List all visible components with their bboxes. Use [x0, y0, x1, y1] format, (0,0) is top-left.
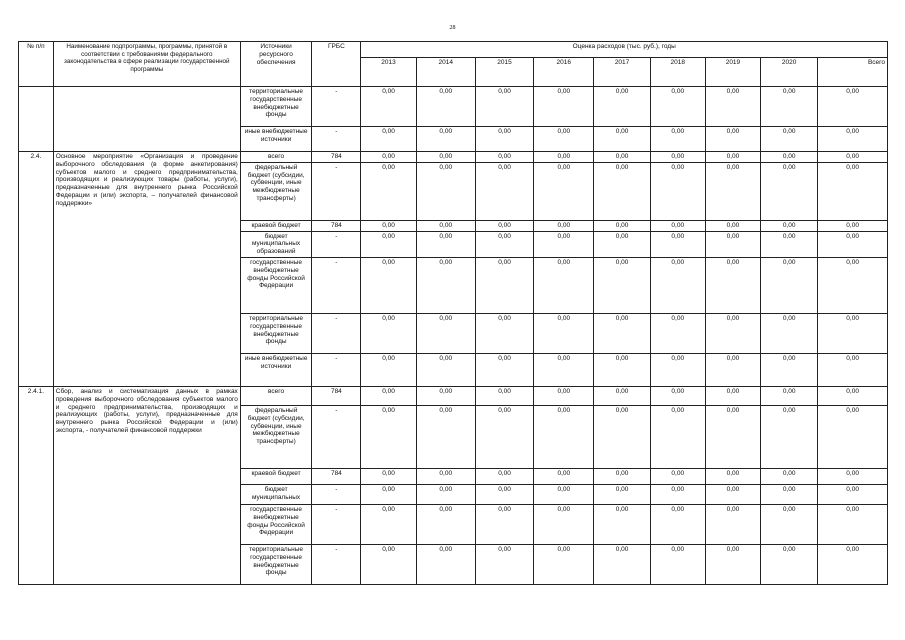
total-value: 0,00 — [818, 504, 888, 544]
year-value: 0,00 — [534, 152, 594, 163]
year-value: 0,00 — [650, 504, 705, 544]
funding-source: бюджет муниципальных образований — [240, 231, 312, 257]
year-value: 0,00 — [475, 152, 533, 163]
year-value: 0,00 — [534, 313, 594, 353]
activity-name: Сбор, анализ и систематизация данных в рамках проведения выборочного обследования субъектов малого и среднего предпринимательства, производящих и реализующих (работы, услуги), предназначенные для внутреннего рынка Российской Федерации и (или) экспорта, - получателей финансовой поддержки — [53, 386, 240, 584]
header-year: 2020 — [761, 58, 818, 87]
year-value: 0,00 — [705, 353, 760, 386]
year-value: 0,00 — [475, 484, 533, 504]
year-value: 0,00 — [475, 353, 533, 386]
year-value: 0,00 — [705, 468, 760, 484]
year-value: 0,00 — [475, 544, 533, 584]
year-value: 0,00 — [650, 87, 705, 127]
year-value: 0,00 — [594, 468, 650, 484]
funding-source: иные внебюджетные источники — [240, 127, 312, 152]
header-total: Всего — [818, 58, 888, 87]
year-value: 0,00 — [761, 162, 818, 220]
header-estimate: Оценка расходов (тыс. руб.), годы — [361, 42, 888, 58]
header-year: 2019 — [705, 58, 760, 87]
total-value: 0,00 — [818, 405, 888, 468]
year-value: 0,00 — [761, 231, 818, 257]
year-value: 0,00 — [416, 257, 475, 313]
year-value: 0,00 — [534, 484, 594, 504]
row-number — [19, 87, 54, 152]
header-num: № п/п — [19, 42, 54, 87]
year-value: 0,00 — [361, 484, 416, 504]
year-value: 0,00 — [475, 386, 533, 405]
year-value: 0,00 — [534, 468, 594, 484]
year-value: 0,00 — [475, 504, 533, 544]
row-number: 2.4. — [19, 152, 54, 387]
year-value: 0,00 — [705, 405, 760, 468]
grbs-code: - — [312, 87, 361, 127]
year-value: 0,00 — [650, 405, 705, 468]
header-year: 2014 — [416, 58, 475, 87]
year-value: 0,00 — [650, 162, 705, 220]
year-value: 0,00 — [416, 220, 475, 231]
total-value: 0,00 — [818, 152, 888, 163]
year-value: 0,00 — [475, 405, 533, 468]
year-value: 0,00 — [534, 127, 594, 152]
year-value: 0,00 — [761, 313, 818, 353]
year-value: 0,00 — [475, 127, 533, 152]
year-value: 0,00 — [650, 353, 705, 386]
header-year: 2018 — [650, 58, 705, 87]
header-sources: Источники ресурсного обеспечения — [240, 42, 312, 87]
budget-table — [18, 41, 888, 585]
funding-source: всего — [240, 386, 312, 405]
header-year: 2013 — [361, 58, 416, 87]
header-year: 2016 — [534, 58, 594, 87]
year-value: 0,00 — [594, 313, 650, 353]
year-value: 0,00 — [416, 405, 475, 468]
year-value: 0,00 — [761, 353, 818, 386]
year-value: 0,00 — [594, 162, 650, 220]
year-value: 0,00 — [650, 468, 705, 484]
year-value: 0,00 — [416, 386, 475, 405]
total-value: 0,00 — [818, 220, 888, 231]
year-value: 0,00 — [416, 544, 475, 584]
year-value: 0,00 — [650, 220, 705, 231]
year-value: 0,00 — [650, 231, 705, 257]
year-value: 0,00 — [416, 152, 475, 163]
year-value: 0,00 — [416, 162, 475, 220]
year-value: 0,00 — [361, 468, 416, 484]
funding-source: территориальные государственные внебюджетные фонды — [240, 544, 312, 584]
funding-source: бюджет муниципальных — [240, 484, 312, 504]
year-value: 0,00 — [650, 386, 705, 405]
year-value: 0,00 — [416, 313, 475, 353]
activity-name: Основное мероприятие «Организация и проведение выборочного обследования (в форме анкетирования) субъектов малого и среднего предпринимательства, производящих и реализующих товары (работы, услуги), предназначенные для внутреннего рынка Российской Федерации и (или) экспорта, – получателей финансовой поддержки» — [53, 152, 240, 387]
year-value: 0,00 — [705, 231, 760, 257]
year-value: 0,00 — [594, 405, 650, 468]
year-value: 0,00 — [534, 544, 594, 584]
year-value: 0,00 — [416, 353, 475, 386]
year-value: 0,00 — [475, 231, 533, 257]
year-value: 0,00 — [475, 313, 533, 353]
year-value: 0,00 — [594, 127, 650, 152]
year-value: 0,00 — [361, 313, 416, 353]
year-value: 0,00 — [475, 257, 533, 313]
year-value: 0,00 — [534, 162, 594, 220]
year-value: 0,00 — [361, 231, 416, 257]
header-row — [19, 42, 888, 58]
grbs-code: - — [312, 504, 361, 544]
year-value: 0,00 — [361, 127, 416, 152]
year-value: 0,00 — [361, 152, 416, 163]
header-name: Наименование подпрограммы, программы, принятой в соответствии с требованиями федерального законодательства в сфере реализации государственной программы — [53, 42, 240, 87]
total-value: 0,00 — [818, 484, 888, 504]
funding-source: всего — [240, 152, 312, 163]
year-value: 0,00 — [650, 484, 705, 504]
year-value: 0,00 — [761, 484, 818, 504]
year-value: 0,00 — [650, 127, 705, 152]
funding-source: территориальные государственные внебюджетные фонды — [240, 87, 312, 127]
grbs-code: - — [312, 484, 361, 504]
year-value: 0,00 — [650, 544, 705, 584]
funding-source: федеральный бюджет (субсидии, субвенции, иные межбюджетные трансферты) — [240, 162, 312, 220]
year-value: 0,00 — [416, 87, 475, 127]
total-value: 0,00 — [818, 257, 888, 313]
year-value: 0,00 — [761, 152, 818, 163]
year-value: 0,00 — [534, 386, 594, 405]
total-value: 0,00 — [818, 544, 888, 584]
funding-source: государственные внебюджетные фонды Российской Федерации — [240, 257, 312, 313]
year-value: 0,00 — [361, 386, 416, 405]
year-value: 0,00 — [416, 484, 475, 504]
grbs-code: - — [312, 405, 361, 468]
grbs-code: - — [312, 257, 361, 313]
year-value: 0,00 — [534, 220, 594, 231]
grbs-code: 784 — [312, 152, 361, 163]
year-value: 0,00 — [416, 127, 475, 152]
year-value: 0,00 — [534, 257, 594, 313]
year-value: 0,00 — [705, 87, 760, 127]
year-value: 0,00 — [361, 257, 416, 313]
year-value: 0,00 — [705, 162, 760, 220]
grbs-code: - — [312, 127, 361, 152]
funding-source: краевой бюджет — [240, 468, 312, 484]
funding-source: федеральный бюджет (субсидии, субвенции, иные межбюджетные трансферты) — [240, 405, 312, 468]
year-value: 0,00 — [594, 484, 650, 504]
total-value: 0,00 — [818, 468, 888, 484]
year-value: 0,00 — [475, 87, 533, 127]
year-value: 0,00 — [594, 504, 650, 544]
grbs-code: - — [312, 231, 361, 257]
year-value: 0,00 — [761, 386, 818, 405]
header-grbs: ГРБС — [312, 42, 361, 87]
year-value: 0,00 — [650, 152, 705, 163]
year-value: 0,00 — [761, 504, 818, 544]
year-value: 0,00 — [761, 257, 818, 313]
year-value: 0,00 — [534, 231, 594, 257]
year-value: 0,00 — [705, 313, 760, 353]
year-value: 0,00 — [361, 162, 416, 220]
grbs-code: - — [312, 313, 361, 353]
grbs-code: - — [312, 353, 361, 386]
year-value: 0,00 — [705, 152, 760, 163]
year-value: 0,00 — [475, 468, 533, 484]
total-value: 0,00 — [818, 127, 888, 152]
table-row — [19, 386, 888, 405]
year-value: 0,00 — [761, 127, 818, 152]
year-value: 0,00 — [534, 504, 594, 544]
year-value: 0,00 — [534, 87, 594, 127]
table-row — [19, 152, 888, 163]
header-year: 2017 — [594, 58, 650, 87]
total-value: 0,00 — [818, 313, 888, 353]
header-year: 2015 — [475, 58, 533, 87]
year-value: 0,00 — [705, 386, 760, 405]
grbs-code: 784 — [312, 468, 361, 484]
year-value: 0,00 — [416, 468, 475, 484]
year-value: 0,00 — [761, 220, 818, 231]
year-value: 0,00 — [650, 257, 705, 313]
table-row — [19, 87, 888, 127]
row-number: 2.4.1. — [19, 386, 54, 584]
year-value: 0,00 — [761, 544, 818, 584]
funding-source: территориальные государственные внебюджетные фонды — [240, 313, 312, 353]
funding-source: государственные внебюджетные фонды Российской Федерации — [240, 504, 312, 544]
total-value: 0,00 — [818, 231, 888, 257]
year-value: 0,00 — [705, 504, 760, 544]
year-value: 0,00 — [416, 231, 475, 257]
year-value: 0,00 — [534, 353, 594, 386]
year-value: 0,00 — [475, 162, 533, 220]
year-value: 0,00 — [761, 468, 818, 484]
year-value: 0,00 — [416, 504, 475, 544]
year-value: 0,00 — [361, 220, 416, 231]
year-value: 0,00 — [761, 405, 818, 468]
funding-source: иные внебюджетные источники — [240, 353, 312, 386]
year-value: 0,00 — [705, 484, 760, 504]
year-value: 0,00 — [705, 220, 760, 231]
year-value: 0,00 — [594, 220, 650, 231]
year-value: 0,00 — [594, 257, 650, 313]
year-value: 0,00 — [594, 87, 650, 127]
year-value: 0,00 — [361, 87, 416, 127]
year-value: 0,00 — [705, 544, 760, 584]
grbs-code: 784 — [312, 220, 361, 231]
grbs-code: 784 — [312, 386, 361, 405]
total-value: 0,00 — [818, 386, 888, 405]
year-value: 0,00 — [705, 257, 760, 313]
total-value: 0,00 — [818, 353, 888, 386]
year-value: 0,00 — [475, 220, 533, 231]
year-value: 0,00 — [594, 231, 650, 257]
activity-name — [53, 87, 240, 152]
year-value: 0,00 — [361, 405, 416, 468]
total-value: 0,00 — [818, 162, 888, 220]
year-value: 0,00 — [650, 313, 705, 353]
year-value: 0,00 — [594, 544, 650, 584]
year-value: 0,00 — [594, 353, 650, 386]
total-value: 0,00 — [818, 87, 888, 127]
year-value: 0,00 — [594, 386, 650, 405]
page-number: 28 — [449, 25, 456, 31]
grbs-code: - — [312, 162, 361, 220]
year-value: 0,00 — [594, 152, 650, 163]
grbs-code: - — [312, 544, 361, 584]
year-value: 0,00 — [361, 504, 416, 544]
year-value: 0,00 — [361, 544, 416, 584]
year-value: 0,00 — [534, 405, 594, 468]
year-value: 0,00 — [361, 353, 416, 386]
funding-source: краевой бюджет — [240, 220, 312, 231]
year-value: 0,00 — [705, 127, 760, 152]
year-value: 0,00 — [761, 87, 818, 127]
